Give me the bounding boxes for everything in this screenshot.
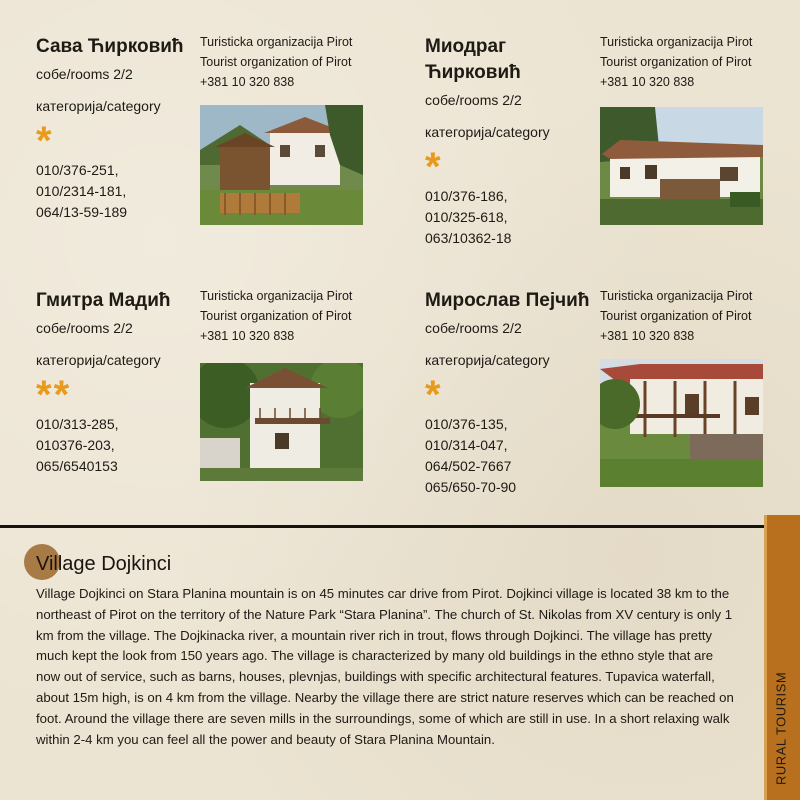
listing-sava [36, 34, 196, 223]
org-contact [600, 32, 752, 92]
section-divider [0, 525, 764, 528]
listing-gmitra [36, 288, 196, 477]
org-phone: +381 10 320 838 [600, 75, 695, 89]
org-name-local: Turisticka organizacija Pirot [600, 35, 753, 49]
host-name: Мирослав Пејчић [425, 290, 590, 311]
category-text: категорија/category [425, 124, 550, 140]
sidebar-label: RURAL TOURISM [773, 671, 789, 785]
rooms-text: собе/rooms 2/2 [36, 320, 133, 336]
org-name-english: Tourist organization of Pirot [200, 309, 352, 323]
phone-number: 010/314-047, [425, 437, 508, 453]
org-name-local: Turisticka organizacija Pirot [200, 289, 353, 303]
org-name-local: Turisticka organizacija Pirot [200, 35, 353, 49]
category-text: категорија/category [36, 98, 161, 114]
org-contact [200, 286, 352, 346]
org-phone: +381 10 320 838 [200, 75, 295, 89]
org-name-english: Tourist organization of Pirot [600, 55, 752, 69]
rooms-text: собе/rooms 2/2 [425, 92, 522, 108]
house-photo [200, 363, 363, 481]
house-photo [200, 105, 363, 225]
phone-number: 010/325-618, [425, 209, 508, 225]
phone-number: 010/376-186, [425, 188, 508, 204]
host-name-line-1: Миодраг [425, 36, 507, 57]
phone-list [36, 160, 196, 223]
phone-list [425, 186, 595, 249]
category-text: категорија/category [36, 352, 161, 368]
org-name-english: Tourist organization of Pirot [600, 309, 752, 323]
phone-number: 010/2314-181, [36, 183, 127, 199]
phone-number: 064/502-7667 [425, 458, 512, 474]
host-name: Гмитра Мадић [36, 290, 171, 311]
category-stars: * [425, 373, 443, 417]
section-body: Village Dojkinci on Stara Planina mountain is on 45 minutes car drive from Pirot. Dojkinci village is located 38 km to the northeast of Pirot on the territory of the Nature Park “Stara Planina”. The church of St. Nikolas from XV century is only 1 km from the village. The Dojkinacka river, a mountain river rich in trout, flows through Dojkinci. The village has pretty much kept the look from 150 years ago. The village is characterized by many old buildings in the ethno style that are now out of service, such as barns, houses, plevnjas, buildings with specific architectural features. Tupavica waterfall, about 15m high, is on 4 km from the village. Nearby the village there are strict nature reserves which can be reached on foot. Around the village there are seven mills in the surroundings, some of which are still in use. In a short relaxing walk within 2-4 km you can feel all the power and beauty of Stara Planina Mountain. [36, 586, 734, 747]
org-contact [200, 32, 352, 92]
category-stars: * [425, 145, 443, 189]
phone-number: 063/10362-18 [425, 230, 512, 246]
listing-miroslav [425, 288, 595, 498]
category-text: категорија/category [425, 352, 550, 368]
phone-number: 010/313-285, [36, 416, 119, 432]
phone-list [36, 414, 196, 477]
rooms-text: собе/rooms 2/2 [425, 320, 522, 336]
org-name-english: Tourist organization of Pirot [200, 55, 352, 69]
phone-list [425, 414, 595, 498]
section-title: Village Dojkinci [36, 553, 172, 575]
org-phone: +381 10 320 838 [200, 329, 295, 343]
phone-number: 065/650-70-90 [425, 479, 517, 495]
org-phone: +381 10 320 838 [600, 329, 695, 343]
phone-number: 064/13-59-189 [36, 204, 128, 220]
phone-number: 010376-203, [36, 437, 115, 453]
org-name-local: Turisticka organizacija Pirot [600, 289, 753, 303]
rooms-text: собе/rooms 2/2 [36, 66, 133, 82]
listing-miodrag [425, 34, 595, 249]
phone-number: 010/376-135, [425, 416, 508, 432]
house-photo [600, 359, 763, 487]
phone-number: 065/6540153 [36, 458, 118, 474]
host-name: Сава Ћирковић [36, 36, 184, 57]
phone-number: 010/376-251, [36, 162, 119, 178]
org-contact [600, 286, 752, 346]
host-name-line-2: Ћирковић [425, 62, 521, 83]
house-photo [600, 107, 763, 225]
category-stars: * [36, 119, 54, 163]
category-stars: ** [36, 373, 72, 417]
